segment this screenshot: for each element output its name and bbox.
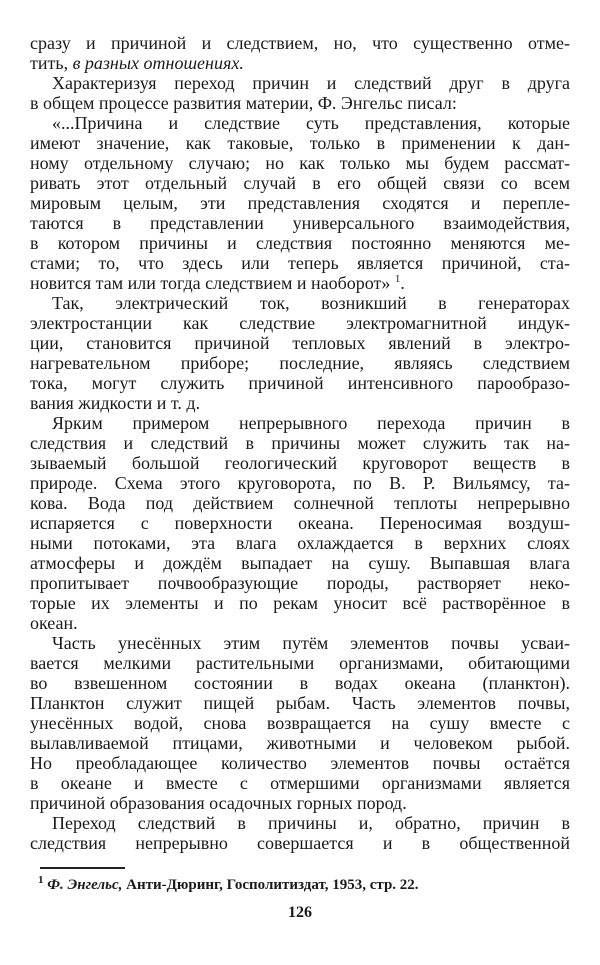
line-content: в океане и вместе с отмершими организмами является xyxy=(30,773,570,793)
line-content: таются в представлении универсального взаимодействия, xyxy=(30,213,570,233)
text-line xyxy=(30,193,570,213)
line-content: Планктон служит пищей рыбам. Часть элементов почвы, xyxy=(30,693,570,713)
page xyxy=(30,33,570,922)
text-line xyxy=(30,213,570,233)
text-line xyxy=(30,373,570,393)
paragraph xyxy=(30,293,570,413)
text-line xyxy=(30,533,570,553)
line-content: ривать этот отдельный случай в его общей связи со всем xyxy=(30,173,570,193)
line-content: электростанции как следствие электромагнитной индук- xyxy=(30,313,570,333)
text-line xyxy=(30,573,570,593)
line-content: следствия непрерывно совершается и в общественной xyxy=(30,833,570,853)
text-line xyxy=(30,93,570,113)
body-text xyxy=(30,33,570,853)
line-content: мировым целым, эти представления сходятся и перепле- xyxy=(30,193,570,213)
line-content: Но преобладающее количество элементов почвы остаётся xyxy=(30,753,570,773)
text-line xyxy=(30,333,570,353)
text-line xyxy=(30,53,570,73)
text-line xyxy=(30,553,570,573)
line-text: новится там или тогда следствием и наоборот» xyxy=(30,273,395,293)
paragraph xyxy=(30,33,570,73)
line-content: следствия и следствий в причины может служить так на- xyxy=(30,433,570,453)
line-content: кова. Вода под действием солнечной теплоты непрерывно xyxy=(30,493,570,513)
text-line xyxy=(30,153,570,173)
line-content: в котором причины и следствия постоянно меняются ме- xyxy=(30,233,570,253)
line-content: имеют значение, как таковые, только в применении к дан- xyxy=(30,133,570,153)
text-line xyxy=(30,273,570,293)
text-line xyxy=(30,313,570,333)
text-line xyxy=(30,173,570,193)
text-line xyxy=(30,353,570,373)
line-content: ному отдельному случаю; но как только мы будем рассмат- xyxy=(30,153,570,173)
line-content: вания жидкости и т. д. xyxy=(30,393,201,413)
text-line xyxy=(30,473,570,493)
line-content: во взвешенном состоянии в водах океана (планктон). xyxy=(30,673,570,693)
line-content: нагревательном приборе; последние, являясь следствием xyxy=(30,353,570,373)
footnote-author: Ф. Энгельс, xyxy=(47,877,123,893)
text-line xyxy=(30,713,570,733)
text-line xyxy=(30,413,570,433)
line-content: тока, могут служить причиной интенсивного парообразо- xyxy=(30,373,570,393)
text-line xyxy=(30,233,570,253)
line-content xyxy=(30,53,570,73)
line-content: причиной образования осадочных горных пород. xyxy=(30,793,407,813)
text-line xyxy=(30,493,570,513)
line-content: «...Причина и следствие суть представления, которые xyxy=(52,113,570,133)
line-content: природе. Схема этого круговорота, по В. Р. Вильямсу, та- xyxy=(30,473,570,493)
line-content: сразу и причиной и следствием, но, что существенно отме- xyxy=(30,33,570,53)
line-content: торые их элементы и по рекам уносит всё растворённое в xyxy=(30,593,570,613)
paragraph xyxy=(30,633,570,813)
line-content: вылавливаемой птицами, животными и человеком рыбой. xyxy=(30,733,570,753)
footnote xyxy=(38,876,570,894)
line-content: ции, становится причиной тепловых явлений в электро- xyxy=(30,333,570,353)
text-line xyxy=(30,773,570,793)
line-content: Часть унесённых этим путём элементов почвы усваи- xyxy=(52,633,570,653)
text-line xyxy=(30,653,570,673)
line-content: океан. xyxy=(30,613,78,633)
line-content xyxy=(30,273,570,293)
paragraph xyxy=(30,113,570,293)
text-line xyxy=(30,833,570,853)
line-content: Ярким примером непрерывного перехода причин в xyxy=(52,413,570,433)
text-line xyxy=(30,33,570,53)
line-content: ными потоками, эта влага охлаждается в верхних слоях xyxy=(30,533,570,553)
paragraph xyxy=(30,73,570,113)
line-content: Характеризуя переход причин и следствий друг в друга xyxy=(52,73,570,93)
line-content: вается мелкими растительными организмами, обитающими xyxy=(30,653,570,673)
text-line xyxy=(30,673,570,693)
line-content: стами; то, что здесь или теперь является причиной, ста- xyxy=(30,253,570,273)
paragraph xyxy=(30,413,570,633)
line-text: тить, xyxy=(30,53,73,73)
text-line xyxy=(30,453,570,473)
line-content: Переход следствий в причины и, обратно, причин в xyxy=(52,813,570,833)
text-line xyxy=(30,113,570,133)
line-text: . xyxy=(400,273,405,293)
text-line xyxy=(30,733,570,753)
line-content: в общем процессе развития материи, Ф. Энгельс писал: xyxy=(30,93,457,113)
line-content: Так, электрический ток, возникший в генераторах xyxy=(52,293,570,313)
line-content: атмосферы и дождём выпадает на сушу. Выпавшая влага xyxy=(30,553,570,573)
footnote-ref: 1 xyxy=(394,273,401,285)
text-line xyxy=(30,793,570,813)
text-line xyxy=(30,693,570,713)
text-line xyxy=(30,813,570,833)
text-line xyxy=(30,593,570,613)
text-line xyxy=(30,73,570,93)
line-content: унесённых водой, снова возвращается на сушу вместе с xyxy=(30,713,570,733)
text-line xyxy=(30,293,570,313)
line-content: зываемый большой геологический круговорот веществ в xyxy=(30,453,570,473)
footnote-text: Анти-Дюринг, Госполитиздат, 1953, стр. 22. xyxy=(122,877,419,893)
paragraph xyxy=(30,813,570,853)
text-line xyxy=(30,253,570,273)
page-number: 126 xyxy=(288,904,312,921)
footnote-mark: 1 xyxy=(38,874,44,886)
text-line xyxy=(30,513,570,533)
line-content: испаряется с поверхности океана. Переносимая воздуш- xyxy=(30,513,570,533)
italic-text: в разных отношениях. xyxy=(72,53,244,73)
text-line xyxy=(30,393,570,413)
text-line xyxy=(30,633,570,653)
text-line xyxy=(30,753,570,773)
text-line xyxy=(30,613,570,633)
text-line xyxy=(30,433,570,453)
line-content: пропитывает почвообразующие породы, растворяет неко- xyxy=(30,573,570,593)
footnote-rule xyxy=(40,867,125,869)
text-line xyxy=(30,133,570,153)
